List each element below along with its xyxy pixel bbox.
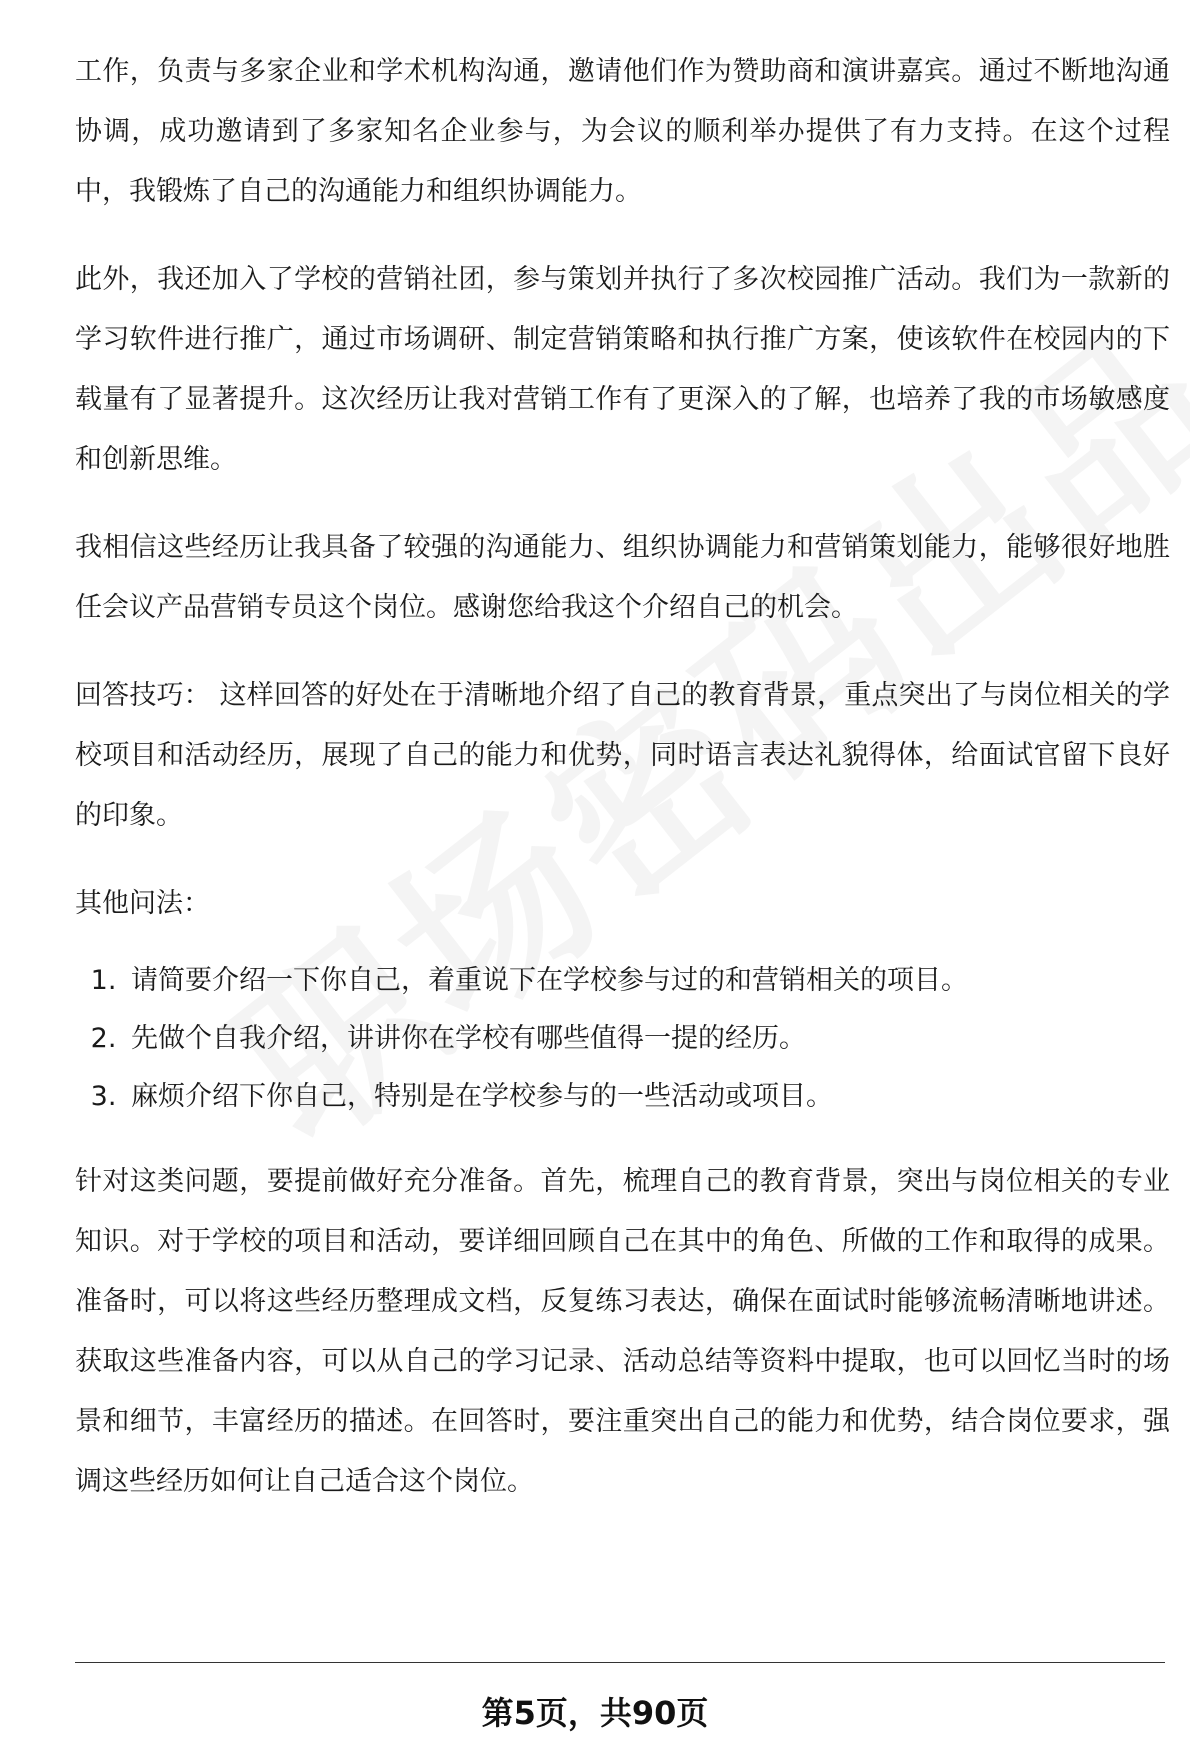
list-item: 3. 麻烦介绍下你自己，特别是在学校参与的一些活动或项目。	[125, 1068, 1170, 1126]
other-questions-heading: 其他问法：	[75, 888, 210, 919]
list-item: 1. 请简要介绍一下你自己，着重说下在学校参与过的和营销相关的项目。	[125, 952, 1170, 1010]
other-questions-list	[75, 952, 1170, 1126]
paragraph-conclusion: 我相信这些经历让我具备了较强的沟通能力、组织协调能力和营销策划能力，能够很好地胜任会议产品营销专员这个岗位。感谢您给我这个介绍自己的机会。	[75, 532, 1170, 623]
document-body	[75, 42, 1170, 1540]
page-number: 第5页，共90页	[481, 1694, 709, 1732]
paragraph-preparation-advice: 针对这类问题，要提前做好充分准备。首先，梳理自己的教育背景，突出与岗位相关的专业知识。对于学校的项目和活动，要详细回顾自己在其中的角色、所做的工作和取得的成果。准备时，可以将这些经历整理成文档，反复练习表达，确保在面试时能够流畅清晰地讲述。获取这些准备内容，可以从自己的学习记录、活动总结等资料中提取，也可以回忆当时的场景和细节，丰富经历的描述。在回答时，要注重突出自己的能力和优势，结合岗位要求，强调这些经历如何让自己适合这个岗位。	[75, 1166, 1170, 1497]
paragraph-experience-sponsors: 工作，负责与多家企业和学术机构沟通，邀请他们作为赞助商和演讲嘉宾。通过不断地沟通协调，成功邀请到了多家知名企业参与，为会议的顺利举办提供了有力支持。在这个过程中，我锻炼了自己的沟通能力和组织协调能力。	[75, 56, 1170, 207]
paragraph-answer-tips: 回答技巧： 这样回答的好处在于清晰地介绍了自己的教育背景，重点突出了与岗位相关的学校项目和活动经历，展现了自己的能力和优势，同时语言表达礼貌得体，给面试官留下良好的印象。	[75, 680, 1170, 831]
paragraph-marketing-club: 此外，我还加入了学校的营销社团，参与策划并执行了多次校园推广活动。我们为一款新的学习软件进行推广，通过市场调研、制定营销策略和执行推广方案，使该软件在校园内的下载量有了显著提升。这次经历让我对营销工作有了更深入的了解，也培养了我的市场敏感度和创新思维。	[75, 264, 1170, 475]
list-item: 2. 先做个自我介绍，讲讲你在学校有哪些值得一提的经历。	[125, 1010, 1170, 1068]
footer-divider	[75, 1662, 1165, 1663]
